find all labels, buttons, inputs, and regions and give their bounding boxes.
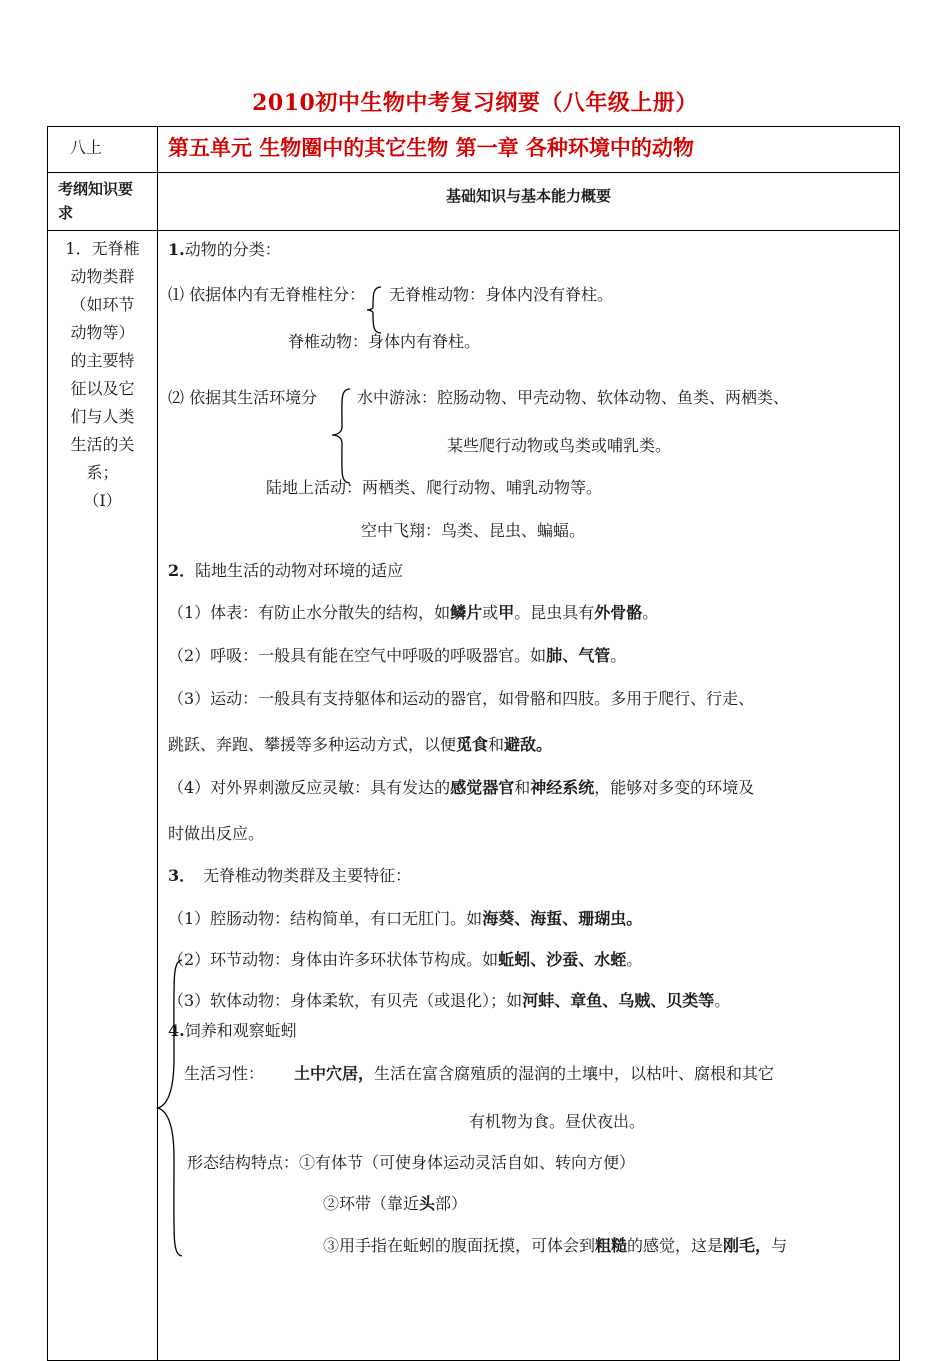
- brace-icon: [365, 285, 385, 335]
- vertebrate-definition: 脊椎动物：身体内有脊柱。: [288, 332, 481, 351]
- grade-label: 八上: [70, 138, 103, 157]
- header-row: [48, 127, 900, 173]
- right-column-header: 基础知识与基本能力概要: [445, 187, 611, 205]
- section1-p1-label: ⑴ 依据体内有无脊椎柱分：: [168, 285, 366, 304]
- adaptation-movement-cont: 跳跃、奔跑、攀援等多种运动方式，以便觅食和避敌。: [168, 735, 553, 754]
- requirement-line: （Ⅰ）: [83, 491, 122, 510]
- section1-heading: 1.动物的分类：: [168, 240, 281, 259]
- aquatic-animals: 水中游泳：腔肠动物、甲壳动物、软体动物、鱼类、两栖类、: [357, 388, 790, 407]
- earthworm-habit: 生活习性： 土中穴居，生活在富含腐殖质的湿润的土壤中，以枯叶、腐根和其它: [184, 1064, 775, 1083]
- requirement-line: 系；: [86, 463, 119, 482]
- requirement-line: 动物类群: [70, 267, 135, 286]
- annelids: （2）环节动物：身体由许多环状体节构成。如蚯蚓、沙蚕、水蛭。: [168, 950, 643, 969]
- left-column-header: 考纲知识要求: [58, 180, 134, 222]
- requirement-text: [48, 231, 157, 515]
- column-header-row: [48, 173, 900, 231]
- terrestrial-animals: 陆地上活动：两栖类、爬行动物、哺乳动物等。: [266, 478, 603, 497]
- requirement-line: 1．无脊椎: [65, 239, 140, 258]
- aquatic-animals-cont: 某些爬行动物或鸟类或哺乳类。: [447, 436, 672, 455]
- section1-p2-label: ⑵ 依据其生活环境分: [168, 388, 318, 407]
- brace-icon: [330, 387, 354, 487]
- requirement-line: 生活的关: [70, 435, 135, 454]
- mollusks: （3）软体动物：身体柔软，有贝壳（或退化）；如河蚌、章鱼、乌贼、贝类等。: [168, 991, 731, 1010]
- requirement-cell: [48, 231, 158, 1361]
- earthworm-clitellum: ②环带（靠近头部）: [323, 1194, 468, 1213]
- left-header-cell: [48, 173, 158, 231]
- earthworm-habit-cont: 有机物为食。昼伏夜出。: [469, 1112, 646, 1131]
- requirement-line: 的主要特: [70, 351, 135, 370]
- earthworm-setae: ③用手指在蚯蚓的腹面抚摸，可体会到粗糙的感觉，这是刚毛，与: [323, 1236, 788, 1255]
- adaptation-response-cont: 时做出反应。: [168, 824, 265, 843]
- section4-heading: 4.饲养和观察蚯蚓: [168, 1021, 297, 1040]
- brace-icon: [156, 958, 186, 1258]
- coelenterates: （1）腔肠动物：结构简单，有口无肛门。如海葵、海蜇、珊瑚虫。: [168, 909, 643, 928]
- invertebrate-definition: 无脊椎动物：身体内没有脊柱。: [389, 285, 614, 304]
- right-header-cell: [158, 173, 900, 231]
- document-title: 2010初中生物中考复习纲要（八年级上册）: [252, 90, 698, 116]
- adaptation-respiration: （2）呼吸：一般具有能在空气中呼吸的呼吸器官。如肺、气管。: [168, 646, 627, 665]
- grade-cell: [48, 127, 158, 173]
- section3-heading: 3． 无脊椎动物类群及主要特征：: [168, 866, 412, 885]
- requirement-line: （如环节: [70, 295, 135, 314]
- section2-heading: 2．陆地生活的动物对环境的适应: [168, 561, 404, 580]
- requirement-line: 们与人类: [70, 407, 135, 426]
- unit-title: 第五单元 生物圈中的其它生物 第一章 各种环境中的动物: [168, 135, 694, 160]
- adaptation-response: （4）对外界刺激反应灵敏：具有发达的感觉器官和神经系统，能够对多变的环境及: [168, 778, 755, 797]
- requirement-line: 征以及它: [70, 379, 135, 398]
- flying-animals: 空中飞翔：鸟类、昆虫、蝙蝠。: [361, 521, 586, 540]
- earthworm-morphology: 形态结构特点：①有体节（可使身体运动灵活自如、转向方便）: [187, 1153, 636, 1172]
- adaptation-body-surface: （1）体表：有防止水分散失的结构，如鳞片或甲。昆虫具有外骨骼。: [168, 603, 659, 622]
- unit-title-cell: [158, 127, 900, 173]
- adaptation-movement: （3）运动：一般具有支持躯体和运动的器官，如骨骼和四肢。多用于爬行、行走、: [168, 689, 755, 708]
- requirement-line: 动物等）: [70, 323, 135, 342]
